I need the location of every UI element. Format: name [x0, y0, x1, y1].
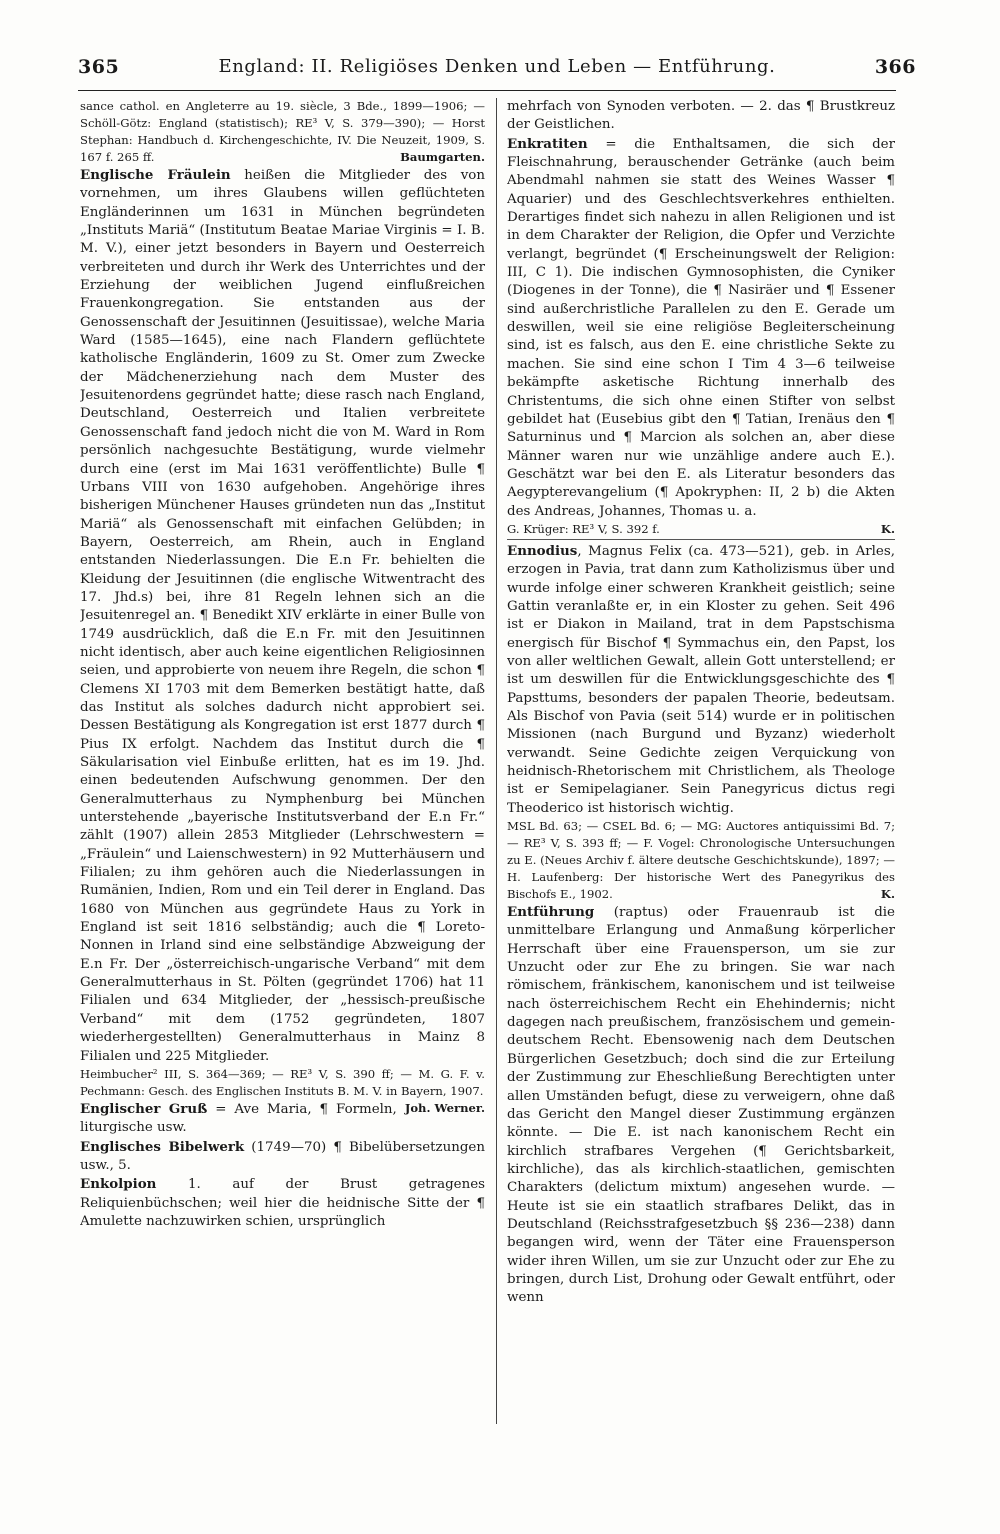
bibliography-text: Heimbucher² III, S. 364—369; — RE³ V, S. 390 ff; — M. G. F. v. Pechmann: Gesch. des Englischen Instituts B. M. V. in Bayern, 1907.: [80, 1066, 485, 1098]
bibliography-text: sance cathol. en Angleterre au 19. siècle, 3 Bde., 1899—1906; — Schöll-Götz: England (statistisch); RE³ V, S. 379—390); — Horst Stephan: Handbuch d. Kirchengeschichte, IV. Die Neuzeit, 1909, S. 167 f. 265 ff.: [80, 99, 485, 164]
entry-headword: Entführung: [507, 904, 595, 921]
entry-body: heißen die Mitglieder des von vornehmen, um ihres Glaubens willen geflüchteten Engländerinnen um 1631 in München begründeten „Instituts Mariä“ (Institutum Beatae Mariae Virginis = I. B. M. V.), einer jetzt besonders in Bayern und Oesterreich verbreiteten und durch ihr Werk des Unterrichtes und der Erziehung der weiblichen Jugend einflußreichen Frauenkongregation. Sie entstanden aus der Genossenschaft der Jesuitinnen (Jesuitissae), welche Maria Ward (1585—1645), eine nach Flandern geflüchtete katholische Engländerin, 1609 zu St. Omer zum Zwecke der Mädchenerziehung nach dem Muster des Jesuitenordens gegründet hatte; diese rasch nach England, Deutschland, Oesterreich und Italien verbreitete Genossenschaft fand jedoch nicht die von M. Ward in Rom persönlich nachgesuchte Bestätigung, wurde vielmehr durch eine (erst im Mai 1631 veröffentlichte) Bulle ¶ Urbans VIII von 1630 aufgehoben. Angehörige ihres bisherigen Münchener Hauses gründeten nun das „Institut Mariä“ als Genossenschaft mit einfachen Gelübden; in Bayern, Oesterreich, am Rhein, auch in England entstanden Niederlassungen. Die E.n Fr. behielten die Kleidung der Jesuitinnen (die englische Witwentracht des 17. Jhd.s) bei, ihre 81 Regeln lehnen sich an die Jesuitenregel an. ¶ Benedikt XIV erklärte in einer Bulle von 1749 ausdrücklich, daß die E.n Fr. mit den Jesuitinnen nicht identisch, aber auch keine eigentlichen Religiosinnen seien, und approbierte von neuem ihre Regeln, die schon ¶ Clemens XI 1703 mit dem Bemerken bestätigt hatte, daß das Institut als solches dadurch nicht approbiert sei. Dessen Bestätigung als Kongregation ist erst 1877 durch ¶ Pius IX erfolgt. Nachdem das Institut durch die ¶ Säkularisation viel Einbuße erlitten, hat es im 19. Jhd. einen bedeutenden Aufschwung genommen. Der den Generalmutterhaus zu Nymphenburg bei München unterstehende „bayerische Institutsverband der E.n Fr.“ zählt (1907) allein 2853 Mitglieder (Lehrschwestern = „Fräulein“ und Laienschwestern) in 92 Mutterhäusern und Filialen; zu ihm gehören auch die Niederlassungen in Rumänien, Indien, Rom und ein Teil derer in England. Das 1680 von München aus gegründete Haus zu York in England ist seit 1816 selbständig; auch die ¶ Loreto-Nonnen in Irland sind eine selbständige Abzweigung der E.n Fr. Der „österreichisch-ungarische Verband“ mit dem Generalmutterhaus in St. Pölten (gegründet 1706) hat 11 Filialen und 634 Mitglieder, der „hessisch-preußische Verband“ mit dem (1752 gegründeten, 1807 wiederhergestellten) Generalmutterhaus in Mainz 8 Filialen und 225 Mitglieder.: [80, 168, 485, 1064]
entry-entfuehrung: [507, 903, 895, 1308]
entry-englisches-bibelwerk: [80, 1138, 485, 1176]
author-signature: K.: [880, 521, 895, 536]
entry-headword: Englischer Gruß: [80, 1100, 208, 1117]
page-number-left: 365: [78, 56, 120, 78]
entry-englische-fraeulein: [80, 166, 485, 1066]
entry-ennodius: [507, 542, 895, 818]
entry-body: = Ave Maria, ¶ Formeln, liturgische usw.: [80, 1101, 397, 1136]
entry-headword: Englische Fräulein: [80, 167, 231, 183]
entry-body: = die Enthaltsamen, die sich der Fleischnahrung, berauschender Getränke (auch beim Abendmahl nahmen sie statt des Weines Wasser ¶ Aquarier) und des Geschlechtsverkehres enthielten. Derartiges findet sich nahezu in allen Religionen und ist in dem Charakter der Religion, die Opfer und Verzichte verlangt, begründet (¶ Erscheinungswelt der Religion: III, C 1). Die indischen Gymnosophisten, die Cyniker (Diogenes in der Tonne), die ¶ Nasiräer und ¶ Essener sind außerchristliche Parallelen zu den E. Gerade um deswillen, weil sie eine religiöse Begleiterscheinung sind, ist es falsch, aus den E. eine christliche Sekte zu machen. Sie sind eine schon I Tim 4 3—6 teilweise bekämpfte asketische Richtung innerhalb des Christentums, die sich ohne einen Stifter von selbst gebildet hat (Eusebius gibt den ¶ Tatian, Irenäus den ¶ Saturninus und ¶ Marcion als solchen an, aber diese Männer waren nur wie unzählige andere auch E.). Geschätzt war bei den E. als Literatur besonders das Aegypterevangelium (¶ Apokryphen: II, 2 b) die Akten des Andreas, Johannes, Thomas u. a.: [507, 136, 895, 519]
entry-enkratiten: [507, 135, 895, 521]
entry-headword: Enkratiten: [507, 135, 588, 152]
bibliography-baumgarten: [80, 98, 485, 166]
entry-separator-rule: [507, 539, 895, 540]
author-signature: Baumgarten.: [400, 150, 485, 164]
entry-headword: Enkolpion: [80, 1176, 157, 1193]
entry-body: mehrfach von Synoden verboten. — 2. das ¶ Brustkreuz der Geistlichen.: [507, 99, 895, 133]
bibliography-ennodius: [507, 818, 895, 903]
bibliography-text: MSL Bd. 63; — CSEL Bd. 6; — MG: Auctores antiquissimi Bd. 7; — RE³ V, S. 393 ff; — F. Vogel: Chronologische Untersuchungen zu E. (Neues Archiv f. ältere deutsche Geschichtskunde), 1897; — H. Laufenberg: Der historische Wert des Panegyrikus des Bischofs E., 1902.: [507, 819, 895, 902]
column-divider: [496, 98, 497, 1424]
entry-headword: Ennodius: [507, 542, 578, 559]
bibliography-text: G. Krüger: RE³ V, S. 392 f.: [507, 521, 660, 536]
right-column: [507, 98, 895, 1458]
entry-headword: Englisches Bibelwerk: [80, 1138, 245, 1155]
bibliography-krueger: [507, 521, 895, 538]
page-number-right: 366: [874, 56, 916, 78]
running-title: England: II. Religiöses Denken und Leben — Entführung.: [218, 56, 776, 77]
header-rule: [78, 90, 896, 91]
entry-body: , Magnus Felix (ca. 473—521), geb. in Arles, erzogen in Pavia, trat dann zum Katholizismus über und wurde infolge einer schweren Krankheit geistlich; seine Gattin veranlaßte er, in ein Kloster zu gehen. Seit 496 ist er Diakon in Mailand, trat in dem Papstschisma energisch für Bischof ¶ Symmachus ein, den Papst, los von aller weltlichen Gewalt, allein Gott unterstellend; er ist um deswillen für die Entwicklungsgeschichte des ¶ Papsttums, besonders der papalen Theorie, bedeutsam. Als Bischof von Pavia (seit 514) wurde er in politischen Missionen (nach Burgund und Byzanz) wiederholt verwandt. Seine Gedichte zeigen Verquickung von heidnisch-Rhetorischem mit Christlichem, als Theologe ist er Semipelagianer. Sein Panegyricus dictus regi Theoderico ist historisch wichtig.: [507, 543, 895, 816]
entry-body: 1. auf der Brust getragenes Reliquienbüchschen; weil hier die heidnische Sitte der ¶ Amulette nachzuwirken schien, ursprünglich: [80, 1177, 485, 1229]
left-column: [80, 98, 485, 1458]
entry-body: (raptus) oder Frauenraub ist die unmittelbare Erlangung und Anmaßung körperlicher Herrschaft über eine Frauensperson, um sie zur Unzucht oder zur Ehe zu bringen. Sie war nach römischem, fränkischem, kanonischem und ist teilweise nach österreichischem Recht ein Ehehindernis; nicht dagegen nach preußischem, französischem und gemein-deutschem Recht. Ebensowenig nach dem Deutschen Bürgerlichen Gesetzbuch; doch sind die zur Erteilung der Zustimmung zur Eheschließung Berechtigten unter allen Umständen befugt, diese zu verweigern, ohne daß das Gericht den Mangel dieser Zustimmung ergänzen könnte. — Die E. ist nach kanonischem Recht ein kirchlich strafbares Vergehen (¶ Gerichtsbarkeit, kirchliche), das als kirchlich-staatlichen, gemischten Charakters (delictum mixtum) angesehen wurde. — Heute ist sie ein staatlich strafbares Delikt, das in Deutschland (Reichsstrafgesetzbuch §§ 236—238) dann begangen wird, wenn der Täter eine Frauensperson wider ihren Willen, um sie zur Unzucht oder zur Ehe zu bringen, durch List, Drohung oder Gewalt entführt, oder wenn: [507, 905, 895, 1306]
entry-body: (1749—70) ¶ Bibelübersetzungen usw., 5.: [80, 1139, 485, 1173]
entry-enkolpion-continued: [507, 98, 895, 135]
author-signature: K.: [880, 887, 895, 902]
author-signature: Joh. Werner.: [404, 1100, 485, 1115]
entry-enkolpion: [80, 1175, 485, 1231]
running-header: [78, 56, 916, 88]
